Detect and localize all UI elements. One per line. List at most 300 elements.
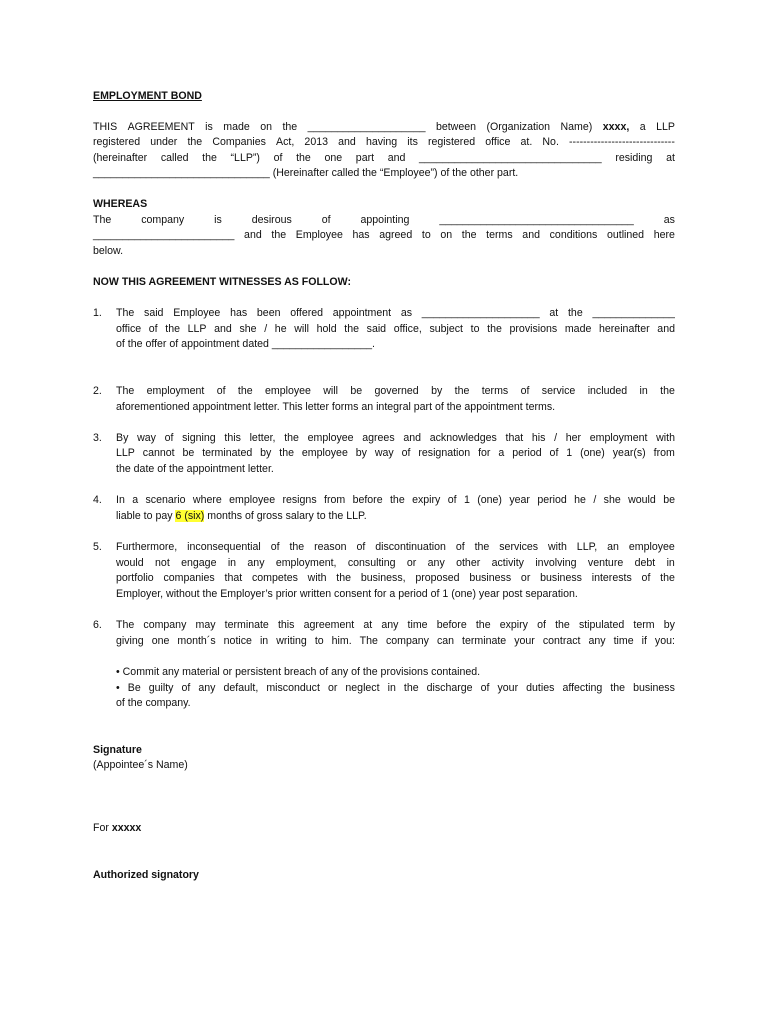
appointee-name: (Appointee´s Name)	[93, 759, 188, 771]
clause-line	[116, 446, 675, 460]
word: service	[541, 385, 576, 397]
word: as	[400, 307, 413, 319]
word: of	[270, 541, 280, 553]
word: any	[381, 619, 399, 631]
whereas-line-2	[93, 228, 675, 242]
word: for	[478, 447, 491, 459]
word: that	[505, 432, 524, 444]
bullet-item	[116, 681, 675, 695]
word: the	[555, 619, 570, 631]
word: will	[323, 385, 338, 397]
clause-line	[116, 556, 675, 570]
word: made	[564, 323, 592, 335]
word: cannot	[142, 447, 175, 459]
word: of	[181, 682, 191, 694]
word: as	[663, 214, 675, 226]
word: be	[663, 494, 675, 506]
word: this	[277, 619, 295, 631]
word: of	[537, 619, 546, 631]
word: be	[182, 447, 195, 459]
clause-line	[116, 509, 675, 523]
witness-heading: NOW THIS AGREEMENT WITNESSES AS FOLLOW:	[93, 276, 351, 288]
word: period	[512, 447, 542, 459]
word: employee	[301, 447, 348, 459]
word: called	[160, 152, 189, 164]
word: 1	[566, 447, 573, 459]
word: Employee	[295, 229, 343, 241]
word: and	[657, 323, 675, 335]
word: month´s	[177, 635, 216, 647]
word: expiry	[412, 494, 441, 506]
word: No.	[542, 136, 559, 148]
word: competes	[251, 572, 298, 584]
word: the	[187, 136, 203, 148]
word: •	[116, 682, 120, 694]
for-line	[93, 821, 675, 835]
word: activity	[491, 557, 524, 569]
word: the	[610, 682, 626, 694]
word: LLP	[187, 323, 207, 335]
word: he	[574, 494, 586, 506]
word: of	[321, 214, 331, 226]
word: him.	[331, 635, 352, 647]
word: of	[455, 541, 465, 553]
word: default,	[223, 682, 259, 694]
word: by	[663, 619, 675, 631]
authorized-signatory: Authorized signatory	[93, 869, 199, 881]
word: said	[366, 323, 387, 335]
word: company	[385, 635, 429, 647]
word: any	[247, 557, 265, 569]
word: giving	[116, 635, 144, 647]
clause-number: 4.	[93, 494, 102, 506]
word: with	[656, 432, 675, 444]
word: the	[660, 572, 675, 584]
word: agreed	[379, 229, 413, 241]
word: the	[289, 541, 305, 553]
word: /	[264, 323, 268, 335]
word: the	[165, 323, 180, 335]
word: residing	[615, 152, 653, 164]
word: the	[475, 619, 491, 631]
word: if	[641, 635, 647, 647]
word: interests	[591, 572, 632, 584]
word: has	[352, 229, 370, 241]
word: and	[403, 432, 422, 444]
clause-line	[116, 618, 675, 632]
word: resigns	[282, 494, 317, 506]
word: terms	[481, 385, 509, 397]
word: of	[401, 447, 411, 459]
word: the	[296, 152, 311, 164]
word: made	[223, 121, 250, 133]
word: period	[537, 494, 567, 506]
word: of	[273, 152, 283, 164]
word: employee	[264, 385, 311, 397]
clause-line: aforementioned appointment letter. This letter forms an integral part of the appointment terms.	[116, 401, 556, 413]
word: at	[549, 307, 559, 319]
word: business	[633, 682, 675, 694]
word: offered	[290, 307, 324, 319]
word: by	[355, 447, 367, 459]
clause-number: 3.	[93, 432, 102, 444]
word: any	[198, 682, 216, 694]
word: The	[116, 307, 135, 319]
word: your	[497, 682, 519, 694]
word: a	[639, 121, 646, 133]
word: can	[436, 635, 455, 647]
word: the	[271, 229, 287, 241]
word: employee	[229, 494, 276, 506]
word: employee	[307, 432, 354, 444]
word: or	[327, 682, 338, 694]
word: of	[447, 494, 457, 506]
clause-number: 2.	[93, 385, 102, 397]
word: registered	[93, 136, 141, 148]
word: with	[307, 572, 327, 584]
word: By	[116, 432, 129, 444]
clause-text: liable to pay	[116, 510, 176, 522]
word: Act,	[276, 136, 295, 148]
word: its	[407, 136, 418, 148]
clause-line	[116, 322, 675, 336]
word: discharge	[426, 682, 473, 694]
word: his	[531, 432, 546, 444]
clause-line: Employer, without the Employer’s prior written consent for a period of 1 (one) year post separation.	[116, 588, 578, 600]
word: the	[454, 385, 470, 397]
word: of	[520, 385, 530, 397]
word: stipulated	[578, 619, 625, 631]
clause-line: the date of the appointment letter.	[116, 463, 274, 475]
intro-line-3	[93, 151, 675, 165]
word: or	[406, 557, 417, 569]
word: misconduct	[266, 682, 320, 694]
word: AGREEMENT	[127, 121, 195, 133]
word: engage	[181, 557, 217, 569]
word: the	[282, 121, 298, 133]
word: the	[403, 682, 419, 694]
word: of	[164, 432, 174, 444]
word: /	[554, 432, 558, 444]
word: terminate	[462, 635, 507, 647]
word: has	[230, 307, 248, 319]
word: discontinuation	[375, 541, 446, 553]
bullet-item-continuation: of the company.	[116, 697, 191, 709]
clause-text: months of gross salary to the LLP.	[204, 510, 367, 522]
for-value: xxxxx	[111, 822, 142, 834]
word: with	[548, 541, 567, 553]
word: your	[514, 635, 535, 647]
word: office	[116, 323, 142, 335]
clause-line	[116, 634, 675, 648]
word: 2013	[304, 136, 328, 148]
word: guilty	[148, 682, 174, 694]
clause-line	[116, 306, 675, 320]
word: by	[260, 447, 272, 459]
word: business	[469, 572, 512, 584]
word: subject	[429, 323, 464, 335]
word: notice	[223, 635, 252, 647]
word: (one)	[477, 494, 502, 506]
word: the	[487, 323, 502, 335]
word: outlined	[606, 229, 645, 241]
word: by	[431, 385, 443, 397]
clause-number: 5.	[93, 541, 102, 553]
word: ________________________	[93, 229, 235, 241]
intro-line-4: ______________________________ (Hereinafter called the “Employee”) of the other part.	[93, 167, 519, 179]
word: under	[150, 136, 178, 148]
word: duties	[526, 682, 555, 694]
intro-line-2	[93, 135, 675, 149]
word: any	[588, 635, 606, 647]
word: THIS	[93, 121, 118, 133]
clause-line	[116, 540, 675, 554]
bullet-item: • Commit any material or persistent breach of any of the provisions contained.	[116, 666, 481, 678]
word: in	[639, 385, 648, 397]
word: of	[148, 323, 158, 335]
word: conditions	[549, 229, 598, 241]
word: to	[421, 229, 431, 241]
word: the	[279, 447, 294, 459]
word: said	[144, 307, 164, 319]
word: to	[314, 635, 324, 647]
word: signing	[182, 432, 216, 444]
word: on	[440, 229, 453, 241]
word: to	[470, 323, 480, 335]
word: expiry	[499, 619, 528, 631]
word: involving	[535, 557, 577, 569]
word: or	[520, 572, 531, 584]
word: of	[216, 385, 226, 397]
word: Name)	[560, 121, 593, 133]
word: the	[202, 152, 217, 164]
word: (Organization	[486, 121, 551, 133]
clause-line	[116, 571, 675, 585]
word: way	[374, 447, 394, 459]
word: terminated	[202, 447, 253, 459]
word: venture	[587, 557, 624, 569]
clause-number: 6.	[93, 619, 102, 631]
document-title: EMPLOYMENT BOND	[93, 90, 202, 102]
whereas-heading: WHEREAS	[93, 198, 148, 210]
word: business	[540, 572, 582, 584]
word: employment,	[275, 557, 337, 569]
word: been	[256, 307, 281, 319]
word: LLP,	[576, 541, 598, 553]
word: portfolio	[116, 572, 154, 584]
word: you:	[654, 635, 675, 647]
word: of	[641, 572, 651, 584]
word: xxxx,	[602, 121, 630, 133]
word: scenario	[145, 494, 186, 506]
word: provisions	[509, 323, 558, 335]
word: and	[244, 229, 262, 241]
whereas-line-3: below.	[93, 245, 124, 257]
document-page	[93, 0, 675, 1024]
word: time	[613, 635, 634, 647]
word: may	[195, 619, 216, 631]
word: the	[660, 385, 675, 397]
word: LLP	[116, 447, 135, 459]
word: In	[116, 494, 125, 506]
word: the	[461, 229, 477, 241]
word: the	[389, 494, 405, 506]
word: ____________________	[307, 121, 426, 133]
word: that	[224, 572, 243, 584]
word: any	[427, 557, 445, 569]
word: the	[474, 541, 490, 553]
word: would	[628, 494, 656, 506]
word: proposed	[415, 572, 460, 584]
word: a	[498, 447, 505, 459]
word: at	[363, 619, 373, 631]
word: inconsequential	[187, 541, 261, 553]
word: hereinafter	[599, 323, 650, 335]
word: on	[260, 121, 273, 133]
word: Be	[127, 682, 141, 694]
word: between	[435, 121, 477, 133]
word: included	[587, 385, 628, 397]
word: here	[653, 229, 675, 241]
word: “LLP”)	[230, 152, 260, 164]
word: is	[214, 214, 222, 226]
word: part	[355, 152, 375, 164]
word: in	[387, 682, 396, 694]
word: the	[336, 572, 352, 584]
word: The	[116, 385, 135, 397]
word: and	[522, 229, 540, 241]
word: terminate	[224, 619, 269, 631]
clause-line	[116, 384, 675, 398]
signature-heading: Signature	[93, 744, 142, 756]
word: the	[567, 307, 583, 319]
word: letter,	[249, 432, 276, 444]
word: her	[565, 432, 582, 444]
word: in	[666, 557, 675, 569]
clause-line	[116, 431, 675, 445]
word: this	[224, 432, 241, 444]
word: the	[284, 432, 299, 444]
word: /	[593, 494, 597, 506]
word: The	[359, 635, 378, 647]
word: in	[259, 635, 269, 647]
word: year	[509, 494, 530, 506]
word: and	[387, 152, 406, 164]
word: (hereinafter	[93, 152, 148, 164]
whereas-line-1	[93, 213, 675, 227]
word: at	[666, 152, 675, 164]
word: registered	[428, 136, 476, 148]
highlighted-amount: 6 (six)	[175, 510, 205, 522]
word: contract	[542, 635, 581, 647]
word: at.	[520, 136, 533, 148]
word: services	[499, 541, 539, 553]
word: 1	[463, 494, 470, 506]
word: in	[227, 557, 237, 569]
word: (one)	[580, 447, 605, 459]
word: the	[237, 385, 253, 397]
word: and	[338, 136, 356, 148]
word: companies	[163, 572, 215, 584]
clause-line	[116, 493, 675, 507]
word: _______________________________	[419, 152, 602, 164]
intro-line-1	[93, 120, 675, 134]
word: governed	[374, 385, 419, 397]
word: from	[324, 494, 346, 506]
clause-line: of the offer of appointment dated _________________.	[116, 338, 375, 350]
word: of	[480, 682, 490, 694]
word: he	[274, 323, 287, 335]
word: from	[653, 447, 675, 459]
word: ------------------------------	[569, 136, 675, 148]
word: term	[633, 619, 655, 631]
word: writing	[276, 635, 307, 647]
word: hold	[316, 323, 337, 335]
word: business,	[360, 572, 406, 584]
word: office,	[393, 323, 422, 335]
word: having	[365, 136, 398, 148]
word: ____________________	[421, 307, 540, 319]
word: be	[350, 385, 363, 397]
word: ______________	[592, 307, 675, 319]
word: way	[137, 432, 156, 444]
word: debt	[634, 557, 656, 569]
word: not	[155, 557, 170, 569]
word: would	[116, 557, 144, 569]
clause-number: 1.	[93, 307, 102, 319]
word: an	[607, 541, 619, 553]
word: before	[436, 619, 467, 631]
word: a	[132, 494, 139, 506]
word: employment	[146, 385, 205, 397]
word: neglect	[345, 682, 380, 694]
word: appointment	[332, 307, 392, 319]
word: LLP	[656, 121, 675, 133]
word: Companies	[212, 136, 266, 148]
word: time	[407, 619, 428, 631]
word: agreement	[303, 619, 355, 631]
for-label: For	[93, 822, 112, 834]
word: is	[205, 121, 213, 133]
word: reason	[314, 541, 347, 553]
word: company	[141, 214, 185, 226]
word: will	[294, 323, 309, 335]
word: company	[143, 619, 187, 631]
word: agrees	[362, 432, 395, 444]
word: Employee	[173, 307, 221, 319]
word: terms	[486, 229, 513, 241]
word: of	[549, 447, 559, 459]
word: _________________________________	[439, 214, 634, 226]
word: resignation	[418, 447, 471, 459]
word: of	[356, 541, 366, 553]
word: appointing	[360, 214, 410, 226]
word: affecting	[562, 682, 603, 694]
word: where	[192, 494, 222, 506]
word: employee	[628, 541, 675, 553]
word: acknowledges	[429, 432, 497, 444]
word: year(s)	[612, 447, 646, 459]
word: she	[239, 323, 257, 335]
word: consulting	[347, 557, 396, 569]
word: the	[344, 323, 359, 335]
word: desirous	[251, 214, 292, 226]
word: one	[151, 635, 170, 647]
word: she	[603, 494, 621, 506]
word: and	[214, 323, 232, 335]
word: The	[116, 619, 135, 631]
word: Furthermore,	[116, 541, 178, 553]
